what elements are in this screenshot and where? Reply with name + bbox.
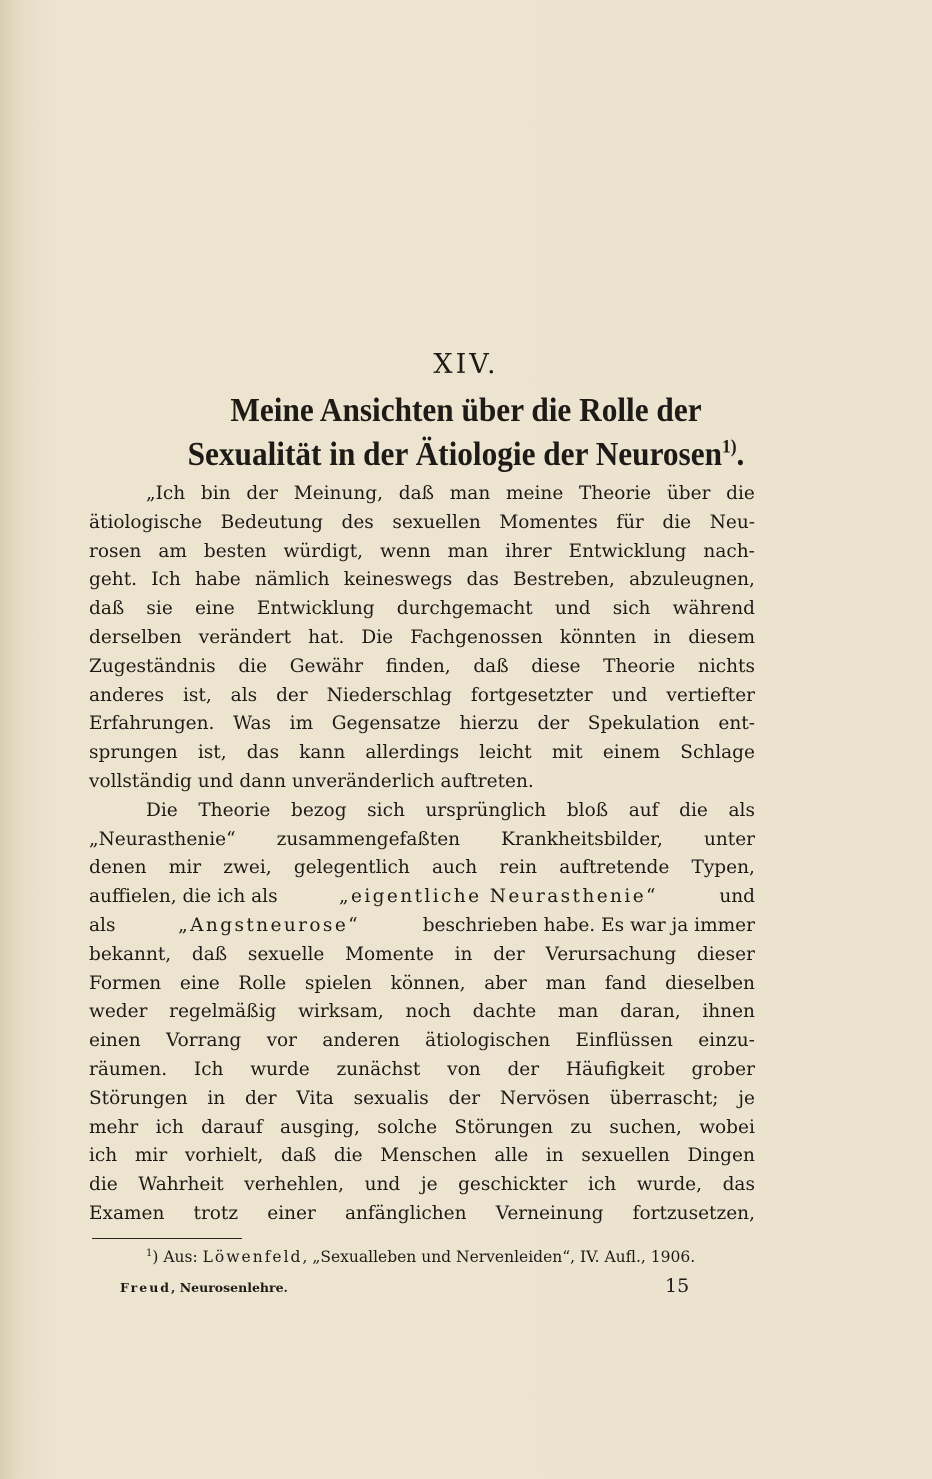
word: der xyxy=(493,943,525,965)
footnote-divider xyxy=(92,1238,242,1239)
word: denen xyxy=(89,857,147,879)
word: wirksam, xyxy=(298,1001,384,1023)
word: suchen, xyxy=(609,1116,682,1138)
word: räumen. xyxy=(89,1058,168,1080)
text-line xyxy=(89,624,755,653)
word: würdigt, xyxy=(283,540,364,562)
word: der xyxy=(507,1058,540,1080)
title-end-period: . xyxy=(736,436,745,473)
word: je xyxy=(420,1174,438,1196)
text-line xyxy=(89,1027,755,1056)
word: finden, xyxy=(385,655,451,677)
text-line xyxy=(89,1142,755,1171)
word: Verneinung xyxy=(495,1202,604,1224)
word: die xyxy=(662,511,692,533)
word: anfänglichen xyxy=(344,1202,467,1224)
word: bin xyxy=(200,483,231,504)
word: wobei xyxy=(699,1116,755,1138)
word: „Neurasthenie“ xyxy=(89,828,236,850)
word: daran, xyxy=(620,1001,681,1023)
word: ätiologischen xyxy=(425,1030,551,1052)
word: dieser xyxy=(696,943,755,965)
word: alle xyxy=(494,1145,529,1167)
word: daß xyxy=(280,1145,317,1167)
word: bekannt, xyxy=(89,943,172,965)
word: trotz xyxy=(193,1202,239,1224)
text-line xyxy=(89,595,755,624)
word: Bestreben, xyxy=(513,569,615,591)
word: zwei, xyxy=(223,857,272,879)
word: dieselben xyxy=(665,972,755,994)
word: zunächst xyxy=(336,1058,421,1080)
word: verhehlen, xyxy=(244,1174,344,1196)
word: „Ich xyxy=(146,483,186,504)
word: einzu- xyxy=(698,1030,755,1052)
word: habe xyxy=(195,569,241,591)
word: Häufigkeit xyxy=(565,1058,665,1080)
word: ihrer xyxy=(505,540,552,562)
chapter-number: XIV. xyxy=(433,349,499,380)
text-line xyxy=(89,854,755,883)
word: Entwicklung xyxy=(256,598,375,620)
text-line xyxy=(89,566,755,595)
word: vor xyxy=(266,1030,298,1052)
word: sexuellen xyxy=(392,511,481,533)
word: Niederschlag xyxy=(326,684,452,706)
word: in xyxy=(545,1145,564,1167)
text-line xyxy=(89,941,755,970)
word: wurde, xyxy=(636,1174,702,1196)
word: ist, xyxy=(197,742,227,764)
word: das xyxy=(722,1174,755,1196)
word: der xyxy=(245,1087,277,1109)
word: Meinung, xyxy=(293,483,384,504)
word: Theorie xyxy=(579,483,652,504)
word: verändert xyxy=(198,626,292,648)
title-line-2-text: Sexualität in der Ätiologie der Neurosen xyxy=(187,436,722,473)
word: des xyxy=(341,511,374,533)
word: ist, xyxy=(182,684,212,706)
word: das xyxy=(246,742,280,764)
word: Krankheitsbilder, xyxy=(501,828,663,850)
word: leicht xyxy=(479,742,532,764)
word: man xyxy=(449,483,491,504)
word: einem xyxy=(602,742,661,764)
word: noch xyxy=(405,1001,451,1023)
word: eine xyxy=(179,972,220,994)
word: ätiologische xyxy=(89,511,203,533)
title-line-2 xyxy=(92,433,839,477)
word: Theorie xyxy=(198,799,271,821)
word: mir xyxy=(168,857,202,879)
text-line xyxy=(89,1114,755,1143)
word: daß xyxy=(191,943,228,965)
word: die xyxy=(679,799,708,821)
word: besten xyxy=(203,540,267,562)
word: aber xyxy=(484,972,527,994)
word: als xyxy=(230,684,258,706)
word: wurde xyxy=(250,1058,310,1080)
word: nämlich xyxy=(254,569,330,591)
word: bezog xyxy=(291,799,347,821)
word: Was xyxy=(233,713,271,735)
spaced-term: „Angstneurose“ xyxy=(178,914,361,936)
text-line xyxy=(89,998,755,1027)
word: Zugeständnis xyxy=(89,655,216,677)
word: über xyxy=(666,483,711,504)
word: durchgemacht xyxy=(396,598,533,620)
word: ausging, xyxy=(280,1116,360,1138)
word: rein xyxy=(499,857,537,879)
word: Ich xyxy=(193,1058,224,1080)
word: das xyxy=(466,569,499,591)
word: in xyxy=(207,1087,226,1109)
word: man xyxy=(447,540,489,562)
word: ihnen xyxy=(702,1001,755,1023)
word: Entwicklung xyxy=(568,540,687,562)
word: Spekulation xyxy=(587,713,700,735)
word: darauf xyxy=(201,1116,263,1138)
word: Ich xyxy=(151,569,181,591)
text-line: auffielen, die ich als „eigentliche Neurasthenie“ und xyxy=(89,883,755,912)
word: kann xyxy=(299,742,346,764)
text-line xyxy=(89,480,755,509)
word: man xyxy=(545,972,587,994)
word: sexualis xyxy=(353,1087,429,1109)
word: mir xyxy=(134,1145,168,1167)
word: der xyxy=(537,713,570,735)
word: Neu- xyxy=(709,511,755,533)
word: im xyxy=(289,713,314,735)
word: könnten xyxy=(559,626,637,648)
word: in xyxy=(653,626,672,648)
text-line xyxy=(89,1171,755,1200)
word: abzuleugnen, xyxy=(629,569,755,591)
word: sexuellen xyxy=(581,1145,670,1167)
word: sich xyxy=(612,598,651,620)
word: Einflüssen xyxy=(575,1030,673,1052)
word: die xyxy=(726,483,755,504)
word: weder xyxy=(89,1001,148,1023)
word: keineswegs xyxy=(343,569,453,591)
word: überrascht; xyxy=(609,1087,719,1109)
word: ich xyxy=(155,1116,184,1138)
text-line xyxy=(89,538,755,567)
word: die xyxy=(238,655,268,677)
word: ich xyxy=(587,1174,617,1196)
word: Rolle xyxy=(238,972,287,994)
word: diesem xyxy=(688,626,755,648)
text-line xyxy=(89,1056,755,1085)
footnote-mark: 1 xyxy=(146,1247,153,1259)
word: Theorie xyxy=(603,655,676,677)
word: derselben xyxy=(89,626,182,648)
word: grober xyxy=(691,1058,755,1080)
word: zusammengefaßten xyxy=(276,828,461,850)
word: Dingen xyxy=(687,1145,755,1167)
text-line xyxy=(89,682,755,711)
word: daß xyxy=(473,655,509,677)
signature-line: Freud, Neurosenlehre. xyxy=(120,1280,288,1295)
word: nichts xyxy=(697,655,755,677)
word: mehr xyxy=(89,1116,139,1138)
title-line-1: Meine Ansichten über die Rolle der xyxy=(230,392,702,429)
word: Die xyxy=(361,626,394,648)
word: wenn xyxy=(380,540,431,562)
word: am xyxy=(158,540,187,562)
chapter-title xyxy=(92,389,839,477)
word: regelmäßig xyxy=(169,1001,277,1023)
text-line xyxy=(89,1200,755,1229)
word: auftretende xyxy=(559,857,670,879)
text-line xyxy=(89,710,755,739)
word: daß xyxy=(89,598,125,620)
word: und xyxy=(611,684,648,706)
word: je xyxy=(738,1087,755,1109)
text-line xyxy=(89,739,755,768)
word: während xyxy=(672,598,755,620)
word: fand xyxy=(604,972,647,994)
word: diese xyxy=(531,655,581,677)
text-line xyxy=(89,797,755,826)
word: unter xyxy=(703,828,755,850)
text-line xyxy=(89,826,755,855)
word: daß xyxy=(398,483,435,504)
word: solche xyxy=(377,1116,438,1138)
text-line xyxy=(89,653,755,682)
word: anderes xyxy=(89,684,165,706)
word: Wahrheit xyxy=(138,1174,224,1196)
word: Fachgenossen xyxy=(410,626,543,648)
word: zu xyxy=(570,1116,593,1138)
word: allerdings xyxy=(365,742,460,764)
word: fortgesetzter xyxy=(470,684,593,706)
word: eine xyxy=(194,598,235,620)
word: man xyxy=(557,1001,599,1023)
word: sexuelle xyxy=(247,943,325,965)
word: einen xyxy=(89,1030,141,1052)
word: geschickter xyxy=(458,1174,568,1196)
footnote: $^1$) Aus: Löwenfeld, „Sexualleben und Nervenleiden“, IV. Aufl., 1906. xyxy=(146,1247,696,1266)
word: Formen xyxy=(89,972,162,994)
word: als xyxy=(728,799,755,821)
word: bloß xyxy=(566,799,609,821)
word: Momentes xyxy=(499,511,598,533)
word: für xyxy=(616,511,644,533)
word: Momente xyxy=(345,943,434,965)
word: können, xyxy=(390,972,466,994)
word: der xyxy=(246,483,278,504)
word: die xyxy=(333,1145,363,1167)
word: von xyxy=(447,1058,481,1080)
body-text xyxy=(89,480,755,1229)
footnote-author: Löwenfeld xyxy=(202,1248,303,1266)
word: auf xyxy=(628,799,659,821)
text-line: als „Angstneurose“ beschrieben habe. Es war ja immer xyxy=(89,912,755,941)
word: spielen xyxy=(304,972,372,994)
word: Typen, xyxy=(691,857,755,879)
text-line: vollständig und dann unveränderlich auftreten. xyxy=(89,770,534,792)
word: Verursachung xyxy=(545,943,677,965)
word: anderen xyxy=(322,1030,400,1052)
word: sie xyxy=(146,598,173,620)
signature-author: Freud xyxy=(120,1280,172,1295)
word: sprungen xyxy=(89,742,178,764)
word: Vorrang xyxy=(165,1030,242,1052)
page-number: 15 xyxy=(665,1275,690,1297)
word: Die xyxy=(146,799,178,821)
spaced-term: „eigentliche Neurasthenie“ xyxy=(339,886,658,908)
word: einer xyxy=(267,1202,316,1224)
word: ich xyxy=(89,1145,118,1167)
word: Vita xyxy=(296,1087,334,1109)
word: rosen xyxy=(89,540,142,562)
word: Erfahrungen. xyxy=(89,713,215,735)
word: nach- xyxy=(703,540,755,562)
word: Nervösen xyxy=(499,1087,590,1109)
word: und xyxy=(554,598,591,620)
word: vorhielt, xyxy=(184,1145,264,1167)
word: der xyxy=(448,1087,481,1109)
word: mit xyxy=(551,742,583,764)
word: der xyxy=(276,684,308,706)
word: die xyxy=(89,1174,118,1196)
word: dachte xyxy=(472,1001,537,1023)
word: geht. xyxy=(89,569,138,591)
text-line xyxy=(89,1085,755,1114)
word: und xyxy=(364,1174,401,1196)
word: Schlage xyxy=(680,742,755,764)
title-footnote-mark[interactable]: 1) xyxy=(721,436,737,458)
word: Menschen xyxy=(380,1145,477,1167)
word: hierzu xyxy=(459,713,519,735)
word: vertiefter xyxy=(666,684,755,706)
word: Examen xyxy=(89,1202,165,1224)
word: auch xyxy=(431,857,478,879)
word: Gewähr xyxy=(289,655,364,677)
word: hat. xyxy=(308,626,345,648)
word: gelegentlich xyxy=(293,857,410,879)
text-line xyxy=(89,970,755,999)
word: fortzusetzen, xyxy=(632,1202,755,1224)
word: ent- xyxy=(718,713,755,735)
word: Gegensatze xyxy=(331,713,441,735)
word: Störungen xyxy=(89,1087,188,1109)
text-line xyxy=(89,509,755,538)
word: ursprünglich xyxy=(425,799,547,821)
word: meine xyxy=(506,483,564,504)
word: in xyxy=(454,943,473,965)
word: Bedeutung xyxy=(220,511,323,533)
word: sich xyxy=(367,799,405,821)
word: Störungen xyxy=(454,1116,554,1138)
